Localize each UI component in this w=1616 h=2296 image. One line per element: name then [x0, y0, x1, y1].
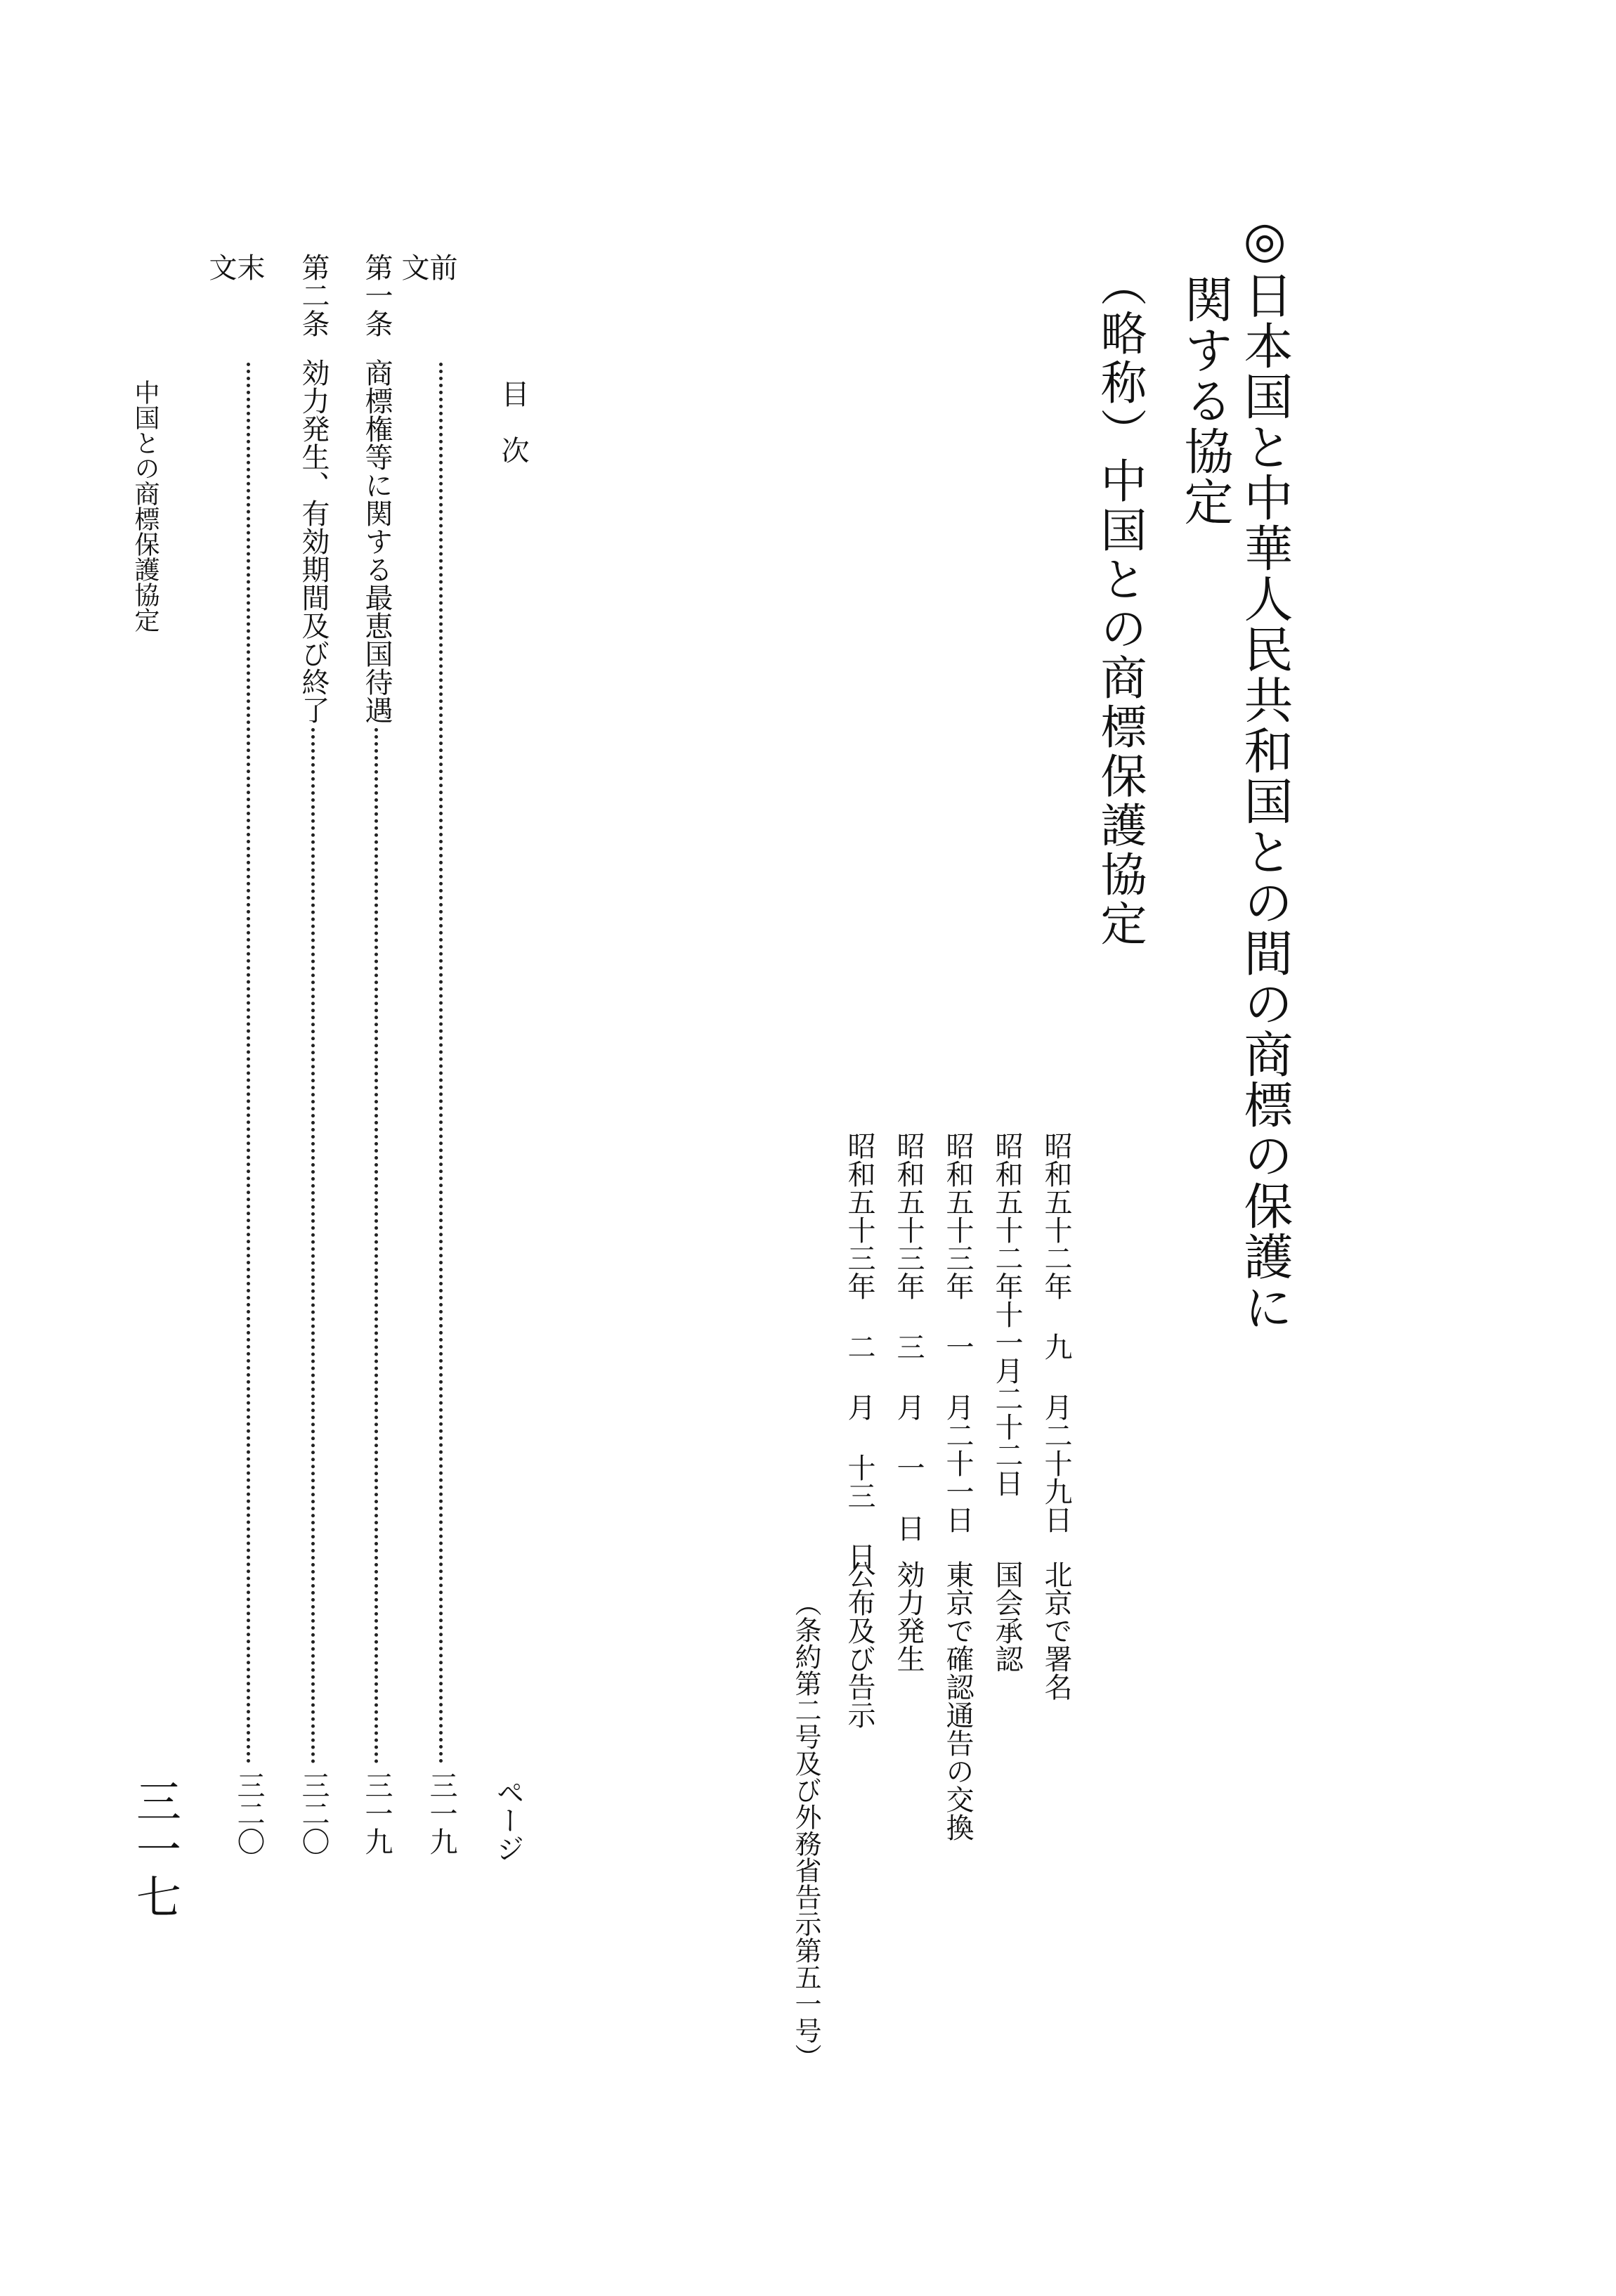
history-row-1	[1042, 1131, 1070, 1701]
history-date: 昭和五十二年十一月二十二日	[991, 1131, 1023, 1497]
toc-entry-title: 商標権等に関する最恵国待遇	[360, 358, 393, 724]
history-row-4	[894, 1131, 923, 1673]
toc-leader-dots	[311, 728, 315, 1764]
abbreviated-title: （略称）中国との商標保護協定	[1093, 260, 1147, 949]
history-date: 昭和五十三年 三 月 一 日	[892, 1131, 925, 1542]
toc-entry-label: 第二条	[297, 253, 330, 337]
history-row-3	[941, 1131, 974, 1841]
toc-entry-label: 第一条	[360, 253, 393, 337]
toc-entry-closing[interactable]	[204, 253, 265, 1855]
toc-entry-page: 三一九	[425, 1771, 457, 1855]
toc-entry-page: 三一九	[360, 1771, 393, 1855]
toc-leader-dots	[439, 363, 443, 1764]
history-row-5	[845, 1131, 873, 1729]
history-event: 国会承認	[991, 1560, 1023, 1673]
document-title-line2: 関する協定	[1176, 274, 1234, 527]
history-row-2	[993, 1131, 1021, 1673]
history-date: 昭和五十三年 一 月二十一日	[941, 1131, 974, 1533]
history-date: 昭和五十三年 二 月 十三 日	[843, 1131, 875, 1570]
history-event: 北京で署名	[1040, 1560, 1072, 1701]
running-title: 中国との商標保護協定	[131, 380, 159, 633]
history-date: 昭和五十二年 九 月二十九日	[1040, 1131, 1072, 1533]
page-number: 三一七	[129, 1778, 181, 1921]
toc-page-label: ページ	[492, 1778, 524, 1862]
document-title-line1: ◎日本国と中華人民共和国との間の商標の保護に	[1236, 211, 1294, 1332]
history-event: 効力発生	[892, 1560, 925, 1673]
toc-entry-preamble[interactable]	[397, 253, 457, 1855]
toc-entry-label: 末 文	[204, 253, 265, 337]
history-event: 公布及び告示	[843, 1560, 875, 1729]
toc-entry-page: 三二〇	[233, 1771, 265, 1855]
toc-leader-dots	[374, 728, 378, 1764]
toc-entry-article-2[interactable]	[297, 253, 330, 1855]
toc-entry-title: 効力発生、有効期間及び終了	[297, 358, 330, 724]
treaty-note: （条約第二号及び外務省告示第五一号）	[790, 1590, 821, 2070]
toc-entry-page: 三二〇	[297, 1771, 330, 1855]
toc-leader-dots	[247, 363, 250, 1764]
toc-entry-label: 前 文	[397, 253, 457, 337]
toc-heading: 目 次	[497, 380, 529, 464]
toc-entry-article-1[interactable]	[360, 253, 391, 1855]
history-event: 東京で確認通告の交換	[941, 1560, 974, 1841]
